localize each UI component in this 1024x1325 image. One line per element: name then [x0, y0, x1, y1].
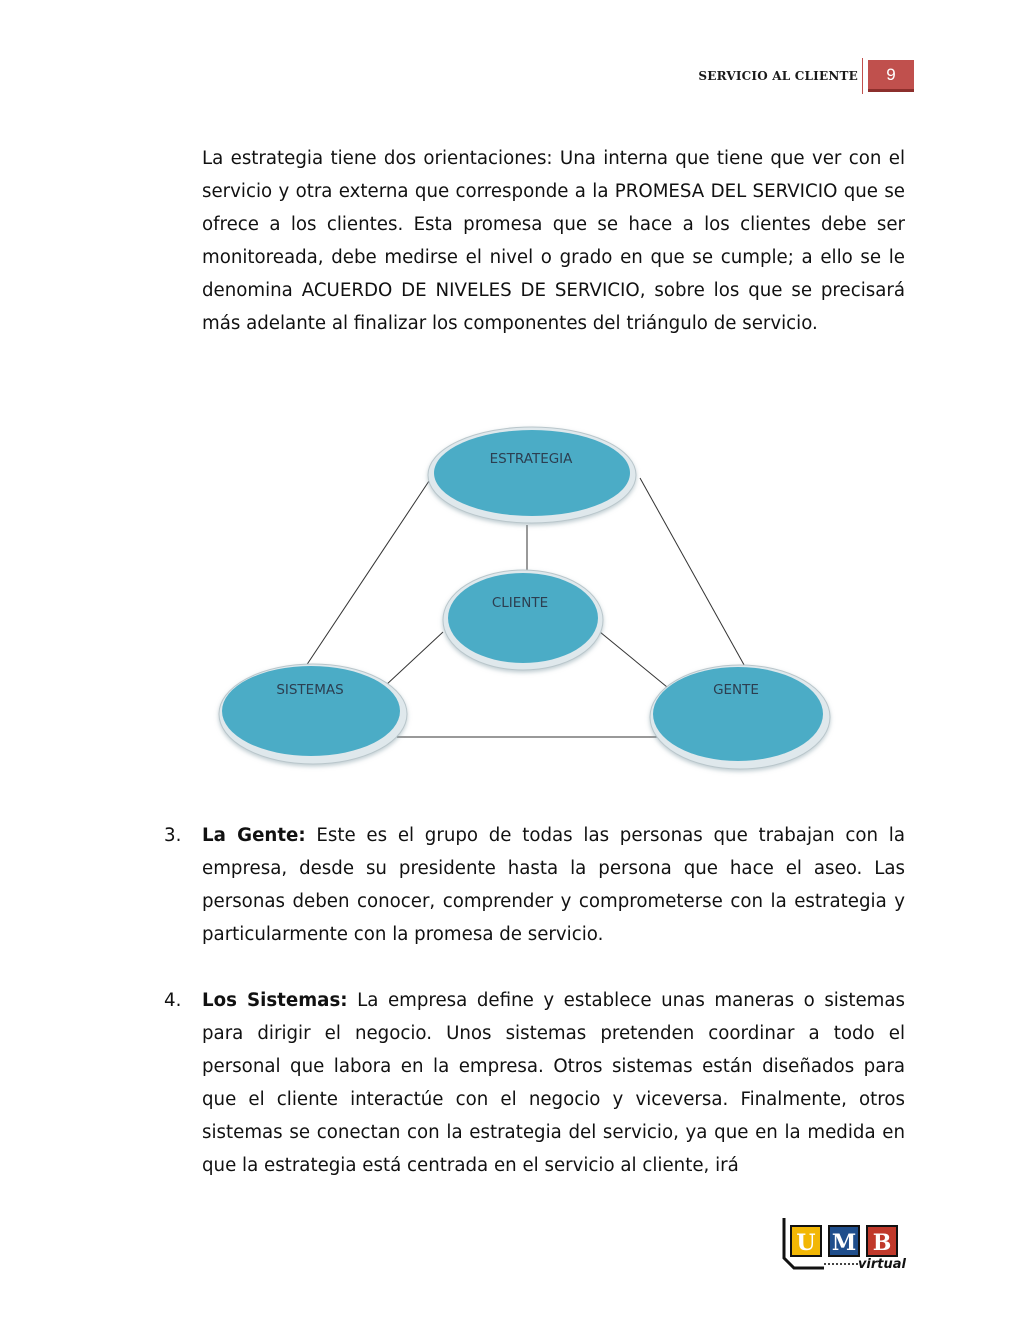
systems-node	[219, 664, 407, 764]
list-term: Los Sistemas:	[202, 990, 348, 1011]
running-header-title: SERVICIO AL CLIENTE	[698, 69, 858, 83]
list-body	[202, 984, 905, 1182]
logo-word-virtual: virtual	[857, 1257, 906, 1272]
list-text: Este es el grupo de todas las personas que trabajan con la empresa, desde su presidente hasta la persona que hace el aseo. Las personas deben conocer, comprender y comprometerse con la estrategia y particularmente con la promesa de servicio.	[202, 825, 905, 945]
list-number: 4.	[164, 990, 182, 1011]
connector-strategy-people	[640, 478, 748, 672]
systems-label: SISTEMAS	[276, 682, 344, 698]
list-body	[202, 819, 905, 951]
list-item-people	[164, 819, 905, 951]
logo-letter-u: U	[796, 1230, 816, 1256]
strategy-node	[428, 427, 636, 523]
client-node	[443, 570, 603, 670]
people-node	[650, 665, 830, 769]
service-triangle-diagram	[200, 400, 840, 780]
header-divider	[862, 58, 863, 94]
strategy-label: ESTRATEGIA	[489, 451, 573, 467]
logo-letter-m: M	[831, 1230, 857, 1256]
list-text: La empresa define y establece unas maneras o sistemas para dirigir el negocio. Unos sistemas pretenden coordinar a todo el personal que labora en la empresa. Otros sistemas están diseñados para que el cliente interactúe con el negocio y viceversa. Finalmente, otros sistemas se conectan con la estrategia del servicio, ya que en la medida en que la estrategia está centrada en el servicio al cliente, irá	[202, 990, 905, 1176]
intro-paragraph: La estrategia tiene dos orientaciones: Una interna que tiene que ver con el servicio y otra externa que corresponde a la PROMESA DEL SERVICIO que se ofrece a los clientes. Esta promesa que se hace a los clientes debe ser monitoreada, debe medirse el nivel o grado en que se cumple; a ello se le denomina ACUERDO DE NIVELES DE SERVICIO, sobre los que se precisará más adelante al finalizar los componentes del triángulo de servicio.	[202, 148, 905, 334]
page-number-badge: 9	[868, 60, 914, 92]
umb-virtual-logo	[780, 1214, 910, 1274]
list-item-systems	[164, 984, 905, 1182]
list-term: La Gente:	[202, 825, 306, 846]
people-label: GENTE	[713, 682, 759, 698]
client-label: CLIENTE	[491, 595, 549, 611]
connector-client-people	[600, 632, 678, 696]
logo-letter-b: B	[872, 1230, 892, 1256]
connector-strategy-systems	[298, 472, 435, 678]
list-number: 3.	[164, 825, 182, 846]
